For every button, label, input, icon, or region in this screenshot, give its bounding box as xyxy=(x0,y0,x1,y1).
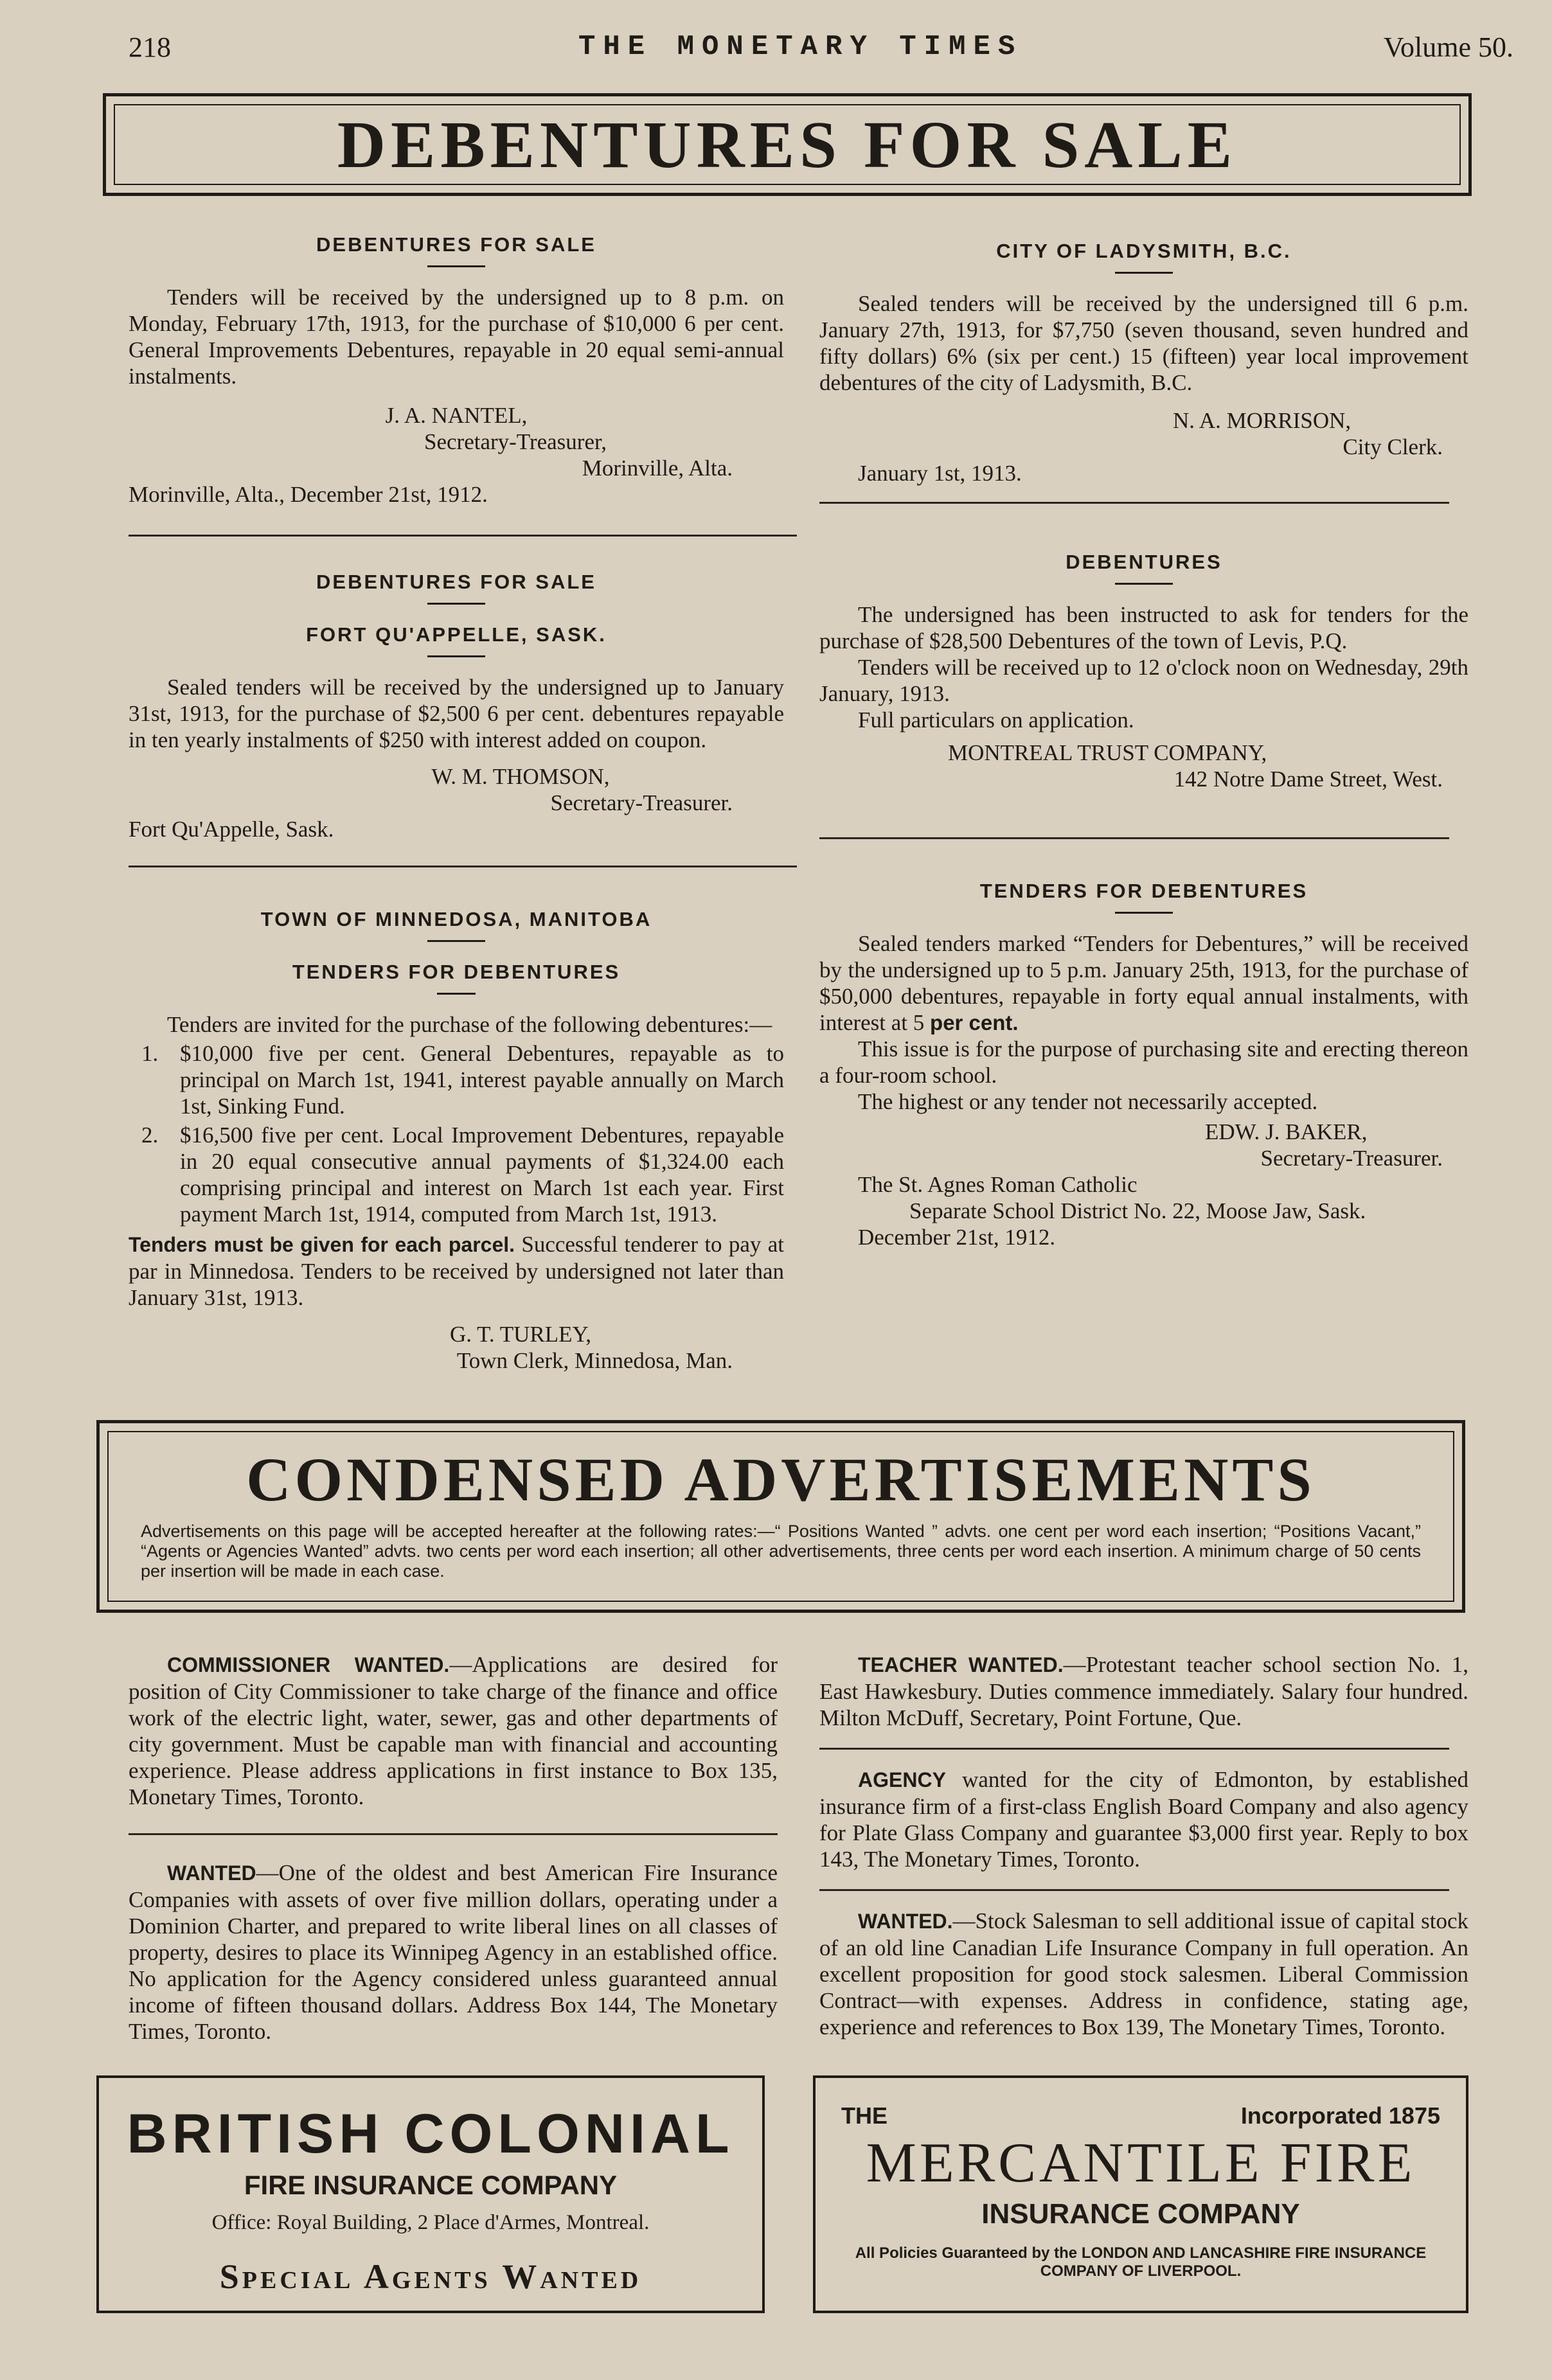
notice-signer-title: Town Clerk, Minnedosa, Man. xyxy=(456,1348,733,1373)
short-rule xyxy=(427,940,485,942)
notice-signer: J. A. NANTEL, xyxy=(385,403,528,428)
ad-stock-salesman xyxy=(819,1908,1468,2040)
ad-agency xyxy=(819,1766,1468,1872)
ad-heading: WANTED. xyxy=(858,1910,953,1933)
notice-ladysmith xyxy=(819,238,1468,486)
notice-date: December 21st, 1912. xyxy=(858,1225,1056,1250)
ad-heading: TEACHER WANTED. xyxy=(858,1653,1064,1676)
notice-body-1: The undersigned has been instructed to ask for tenders for the purchase of $28,500 Debentures of the town of Levis, P.Q. xyxy=(819,602,1468,653)
section-divider xyxy=(819,837,1449,839)
notice-body: Sealed tenders will be received by the undersigned up to January 31st, 1913, for the purchase of $2,500 6 per cent. debentures repayable in ten yearly instalments of $250 with interest added on coupon. xyxy=(129,675,784,752)
list-text: $10,000 five per cent. General Debentures, repayable as to principal on March 1st, 1941, interest payable annually on March 1st, Sinking Fund. xyxy=(180,1041,784,1119)
notice-dateline: Morinville, Alta., December 21st, 1912. xyxy=(129,482,488,507)
section-divider xyxy=(129,535,797,537)
notice-signer: EDW. J. BAKER, xyxy=(1205,1119,1368,1144)
volume-label: Volume 50. xyxy=(1383,31,1513,63)
page-number: 218 xyxy=(129,31,171,63)
list-item xyxy=(129,1040,784,1119)
mercantile-ad xyxy=(813,2075,1468,2313)
notice-title: DEBENTURES FOR SALE xyxy=(316,233,596,256)
british-colonial-ad xyxy=(96,2075,765,2313)
notice-place: Fort Qu'Appelle, Sask. xyxy=(129,817,334,842)
section-divider xyxy=(819,502,1449,504)
right-column xyxy=(819,238,1468,1250)
notice-signer-title: City Clerk. xyxy=(1342,434,1443,459)
short-rule xyxy=(437,993,476,995)
ad-text: —Applications are desired for position of City Commissioner to take charge of the finance and office work of the electric light, water, sewer, gas and other departments of city government. Must be capable man with financial and accounting experience. Please address applications in first instance to Box 135, Monetary Times, Toronto. xyxy=(129,1652,778,1809)
section-divider xyxy=(129,866,797,867)
main-banner-frame xyxy=(114,104,1461,185)
bc-company-type: FIRE INSURANCE COMPANY xyxy=(244,2170,618,2200)
short-rule xyxy=(427,265,485,267)
notice-signer-title: Secretary-Treasurer. xyxy=(1260,1146,1443,1171)
mercantile-name: MERCANTILE FIRE xyxy=(866,2132,1416,2194)
notice-morinville xyxy=(129,231,784,508)
ad-fire-insurance xyxy=(129,1860,778,2045)
list-number: 1. xyxy=(141,1041,159,1066)
condensed-rates: Advertisements on this page will be accepted hereafter at the following rates:—“ Positions Wanted ” advts. one cent per word each insertion; “Positions Vacant,” “Agents or Agencies Wanted” advts. two cents per word each insertion; all other advertisements, three cents per word each insertion. A minimum charge of 50 cents per insertion will be made in each case. xyxy=(141,1522,1421,1581)
main-banner xyxy=(103,93,1472,196)
ad-text: —Protestant teacher school section No. 1, East Hawkesbury. Duties commence immediately. Salary four hundred. Milton McDuff, Secretary, Point Fortune, Que. xyxy=(819,1652,1469,1730)
notice-title: CITY OF LADYSMITH, B.C. xyxy=(996,240,1292,262)
mercantile-guarantee-line-1: All Policies Guaranteed by the LONDON AND LANCASHIRE FIRE INSURANCE xyxy=(855,2244,1427,2262)
notice-closing xyxy=(129,1231,784,1311)
body-main: Sealed tenders marked “Tenders for Debentures,” will be received by the undersigned up to 5 p.m. January 25th, 1913, for the purchase of $50,000 debentures, repayable in forty equal annual instalments, with interest at 5 xyxy=(819,931,1468,1035)
left-column xyxy=(129,231,784,1374)
notice-body-2: Tenders will be received up to 12 o'clock noon on Wednesday, 29th January, 1913. xyxy=(819,655,1468,706)
bc-office: Office: Royal Building, 2 Place d'Armes, Montreal. xyxy=(211,2211,650,2234)
bc-company-name: BRITISH COLONIAL xyxy=(127,2103,735,2165)
closing-bold: Tenders must be given for each parcel. xyxy=(129,1233,515,1256)
closing-text: Successful tenderer to pay at par in Minnedosa. Tenders to be received by undersigned not later than January 31st, 1913. xyxy=(129,1232,784,1310)
notice-signer-title: Secretary-Treasurer. xyxy=(550,790,733,815)
ad-heading: COMMISSIONER WANTED. xyxy=(167,1653,450,1676)
mercantile-type: INSURANCE COMPANY xyxy=(981,2198,1300,2230)
notice-body-1 xyxy=(819,930,1468,1036)
list-text: $16,500 five per cent. Local Improvement Debentures, repayable in 20 equal consecutive annual payments of $1,324.00 each comprising principal and interest on March 1st each year. First payment March 1st, 1914, computed from March 1st, 1913. xyxy=(180,1123,784,1227)
ad-heading: AGENCY xyxy=(858,1768,946,1791)
short-rule xyxy=(1115,272,1173,274)
notice-title: DEBENTURES FOR SALE xyxy=(316,571,596,593)
notice-body-3: Full particulars on application. xyxy=(858,707,1134,733)
condensed-banner-frame xyxy=(107,1431,1454,1602)
banner-title: DEBENTURES FOR SALE xyxy=(337,107,1238,182)
ad-text: —Stock Salesman to sell additional issue of capital stock of an old line Canadian Life Insurance Company in full operation. An excellent proposition for good stock salesmen. Liberal Commission Contract—with expenses. Address in confidence, stating age, experience and references to Box 139, The Monetary Times, Toronto. xyxy=(819,1908,1468,2039)
list-item xyxy=(129,1122,784,1227)
section-divider xyxy=(129,1833,778,1835)
short-rule xyxy=(427,603,485,605)
notice-minnedosa xyxy=(129,906,784,1374)
ad-commissioner xyxy=(129,1651,778,1810)
mercantile-the: THE xyxy=(841,2102,887,2129)
notice-subtitle: FORT QU'APPELLE, SASK. xyxy=(306,623,607,646)
notice-body-3: The highest or any tender not necessarily accepted. xyxy=(858,1089,1318,1114)
short-rule xyxy=(1115,912,1173,914)
notice-body: Tenders will be received by the undersigned up to 8 p.m. on Monday, February 17th, 1913, for the purchase of $10,000 6 per cent. General Improvements Debentures, repayable in 20 equal semi-annual instalments. xyxy=(129,285,784,389)
short-rule xyxy=(427,655,485,657)
masthead: THE MONETARY TIMES xyxy=(578,31,1023,63)
classified-left xyxy=(129,1651,778,2045)
mercantile-incorporated: Incorporated 1875 xyxy=(1240,2102,1440,2129)
mercantile-top-row xyxy=(816,2078,1466,2129)
notice-body: Sealed tenders will be received by the undersigned till 6 p.m. January 27th, 1913, for $7,750 (seven thousand, seven hundred and fifty dollars) 6% (six per cent.) 15 (fifteen) year local improvement debentures of the city of Ladysmith, B.C. xyxy=(819,291,1468,395)
notice-body-2: This issue is for the purpose of purchasing site and erecting thereon a four-room school. xyxy=(819,1036,1468,1088)
notice-title: DEBENTURES xyxy=(1066,551,1222,573)
classified-right xyxy=(819,1651,1468,2040)
condensed-banner xyxy=(96,1420,1465,1613)
ad-text: —One of the oldest and best American Fire Insurance Companies with assets of over five million dollars, operating under a Dominion Charter, and prepared to write liberal lines on all classes of property, desires to place its Winnipeg Agency in an established office. No application for the Agency considered unless guaranteed annual income of fifteen thousand dollars. Address Box 144, The Monetary Times, Toronto. xyxy=(129,1860,778,2044)
list-number: 2. xyxy=(141,1123,159,1148)
notice-signer: MONTREAL TRUST COMPANY, xyxy=(948,740,1267,765)
ad-text: wanted for the city of Edmonton, by established insurance firm of a first-class English Board Company and also agency for Plate Glass Company and guarantee $3,000 first year. Reply to box 143, The Monetary Times, Toronto. xyxy=(819,1767,1468,1872)
notice-levis xyxy=(819,549,1468,792)
notice-signer-place: Morinville, Alta. xyxy=(582,456,733,481)
section-divider xyxy=(819,1748,1449,1750)
short-rule xyxy=(1115,583,1173,585)
notice-intro: Tenders are invited for the purchase of the following debentures:— xyxy=(167,1012,772,1037)
notice-fort-quappelle xyxy=(129,569,784,842)
notice-signer: G. T. TURLEY, xyxy=(449,1322,592,1347)
mercantile-guarantee-line-2: COMPANY OF LIVERPOOL. xyxy=(1040,2262,1242,2280)
notice-signer: W. M. THOMSON, xyxy=(431,764,610,789)
notice-signer-title: Secretary-Treasurer, xyxy=(424,429,607,454)
notice-moose-jaw xyxy=(819,878,1468,1250)
ad-heading: WANTED xyxy=(167,1861,256,1885)
mercantile-guarantee xyxy=(816,2244,1466,2280)
section-divider xyxy=(819,1889,1449,1891)
notice-signer: N. A. MORRISON, xyxy=(1173,408,1351,433)
body-per-cent: per cent. xyxy=(930,1011,1019,1035)
bc-agents-wanted: Special Agents Wanted xyxy=(219,2257,642,2296)
ad-teacher xyxy=(819,1651,1468,1731)
notice-org-1: The St. Agnes Roman Catholic xyxy=(858,1172,1137,1197)
notice-title: TOWN OF MINNEDOSA, MANITOBA xyxy=(260,908,652,930)
condensed-title: CONDENSED ADVERTISEMENTS xyxy=(246,1445,1316,1514)
notice-subtitle: TENDERS FOR DEBENTURES xyxy=(292,961,621,983)
notice-org-2: Separate School District No. 22, Moose Jaw, Sask. xyxy=(909,1198,1366,1223)
notice-title: TENDERS FOR DEBENTURES xyxy=(979,880,1308,902)
notice-date: January 1st, 1913. xyxy=(858,461,1022,486)
notice-signer-address: 142 Notre Dame Street, West. xyxy=(1173,767,1443,792)
